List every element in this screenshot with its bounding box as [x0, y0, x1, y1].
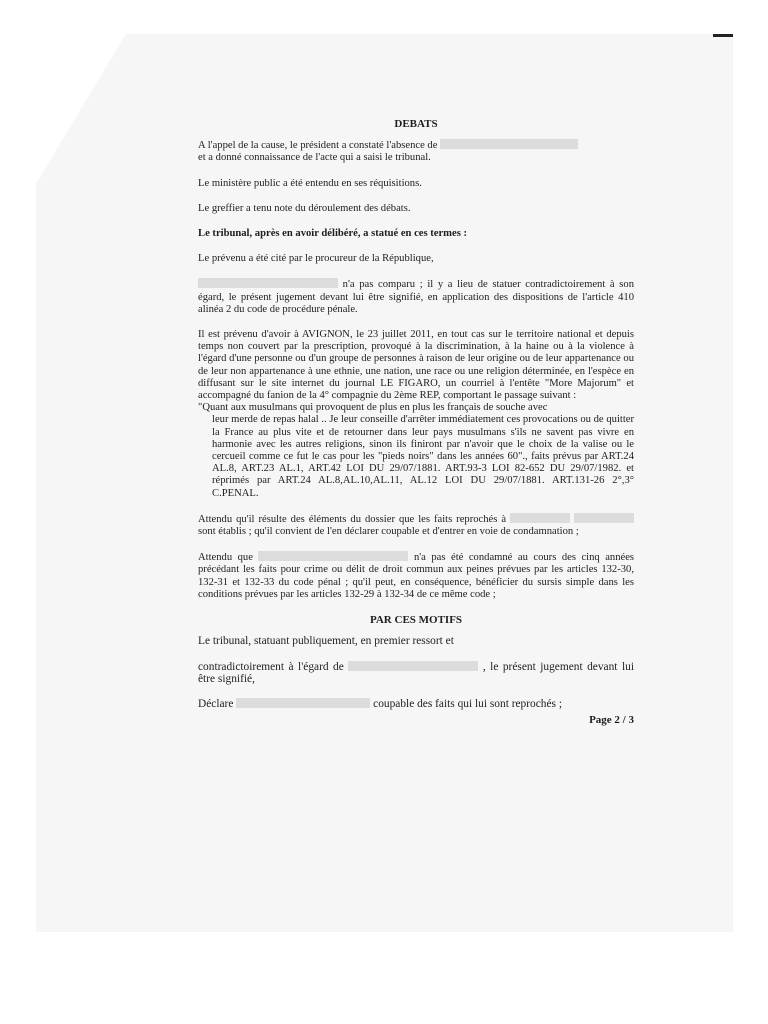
- text: "Quant aux musulmans qui provoquent de plus en plus les français de souche avec: [198, 402, 548, 414]
- paragraph-attendu-condamne: [198, 551, 634, 601]
- paragraph-declare: [198, 698, 634, 710]
- quoted-passage: [198, 402, 634, 500]
- text: contradictoirement à l'égard de: [198, 660, 344, 673]
- text: leur merde de repas halal .. Je leur conseille d'arrêter immédiatement ces provocations ou de quitter la France au plus vite et de retourner dans leur pays musulmans s'ils ne savent pas vivre en harmonie avec les autres religions, sinon ils finiront par n'avoir que le choix de la valise ou le cercueil comme ce fut le cas pour les "pieds noirs" dans les années 60"., faits prévus par ART.24 AL.8, ART.23 AL.1, ART.42 LOI DU 29/07/1881. ART.93-3 LOI 82-652 DU 29/07/1982. et réprimés par ART.24 AL.8,AL.10,AL.11, AL.12 LOI DU 29/07/1881. ART.131-26 2°,3° C.PENAL.: [212, 414, 634, 499]
- paragraph-appel: [198, 139, 634, 164]
- redacted-name: [198, 278, 338, 288]
- redacted-name: [440, 139, 578, 149]
- text: Attendu que: [198, 552, 253, 564]
- redacted-name: [236, 698, 370, 708]
- paragraph-prevenu: Il est prévenu d'avoir à AVIGNON, le 23 juillet 2011, en tout cas sur le territoire national et depuis temps non couvert par la prescription, provoqué à la discrimination, à la haine ou à la violence à l'égard d'une personne ou d'un groupe de personnes à raison de leur origine ou de leur appartenance ou de leur non appartenance à une ethnie, une nation, une race ou une religion déterminée, en l'espèce en diffusant sur le site internet du journal LE FIGARO, un courriel à l'entête "More Majorum" et accompagné du fanion de la 4° compagnie du 2ème REP, comportant le passage suivant :: [198, 329, 634, 402]
- paragraph-attendu-faits: [198, 513, 634, 538]
- redacted-name: [510, 513, 570, 523]
- redacted-name: [258, 551, 408, 561]
- paragraph-greffier: Le greffier a tenu note du déroulement des débats.: [198, 202, 411, 214]
- section-heading-debats: DEBATS: [394, 118, 438, 130]
- paragraph-tribunal-delibere: Le tribunal, après en avoir délibéré, a statué en ces termes :: [198, 228, 468, 240]
- text: Attendu qu'il résulte des éléments du dossier que les faits reprochés à: [198, 513, 507, 525]
- text: Déclare: [198, 697, 234, 710]
- paragraph-statuant: Le tribunal, statuant publiquement, en premier ressort et: [198, 635, 454, 648]
- redacted-name: [348, 661, 478, 671]
- document-body: [198, 118, 634, 726]
- paragraph-ministere: Le ministère public a été entendu en ses réquisitions.: [198, 177, 422, 189]
- text: et a donné connaissance de l'acte qui a saisi le tribunal.: [198, 152, 431, 164]
- paragraph-contradictoirement: [198, 661, 634, 685]
- text: n'a pas été condamné au cours des cinq années précédant les faits pour crime ou délit de droit commun aux peines prévues par les articles 132-30, 132-31 et 132-33 du code pénal ; qu'il peut, en conséquence, bénéficier du sursis simple dans les conditions prévues par les articles 132-29 à 132-34 de ce même code ;: [198, 552, 635, 600]
- text: sont établis ; qu'il convient de l'en déclarer coupable et d'entrer en voie de condamnation ;: [198, 526, 579, 538]
- section-heading-motifs: PAR CES MOTIFS: [369, 614, 463, 627]
- text: coupable des faits qui lui sont reprochés ;: [373, 697, 562, 710]
- page-number: Page 2 / 3: [589, 714, 634, 727]
- text: A l'appel de la cause, le président a constaté l'absence de: [198, 140, 438, 152]
- redacted-name: [574, 513, 634, 523]
- text: n'a pas comparu ; il y a lieu de statuer contradictoirement à son égard, le présent jugement devant lui être signifié, en application des dispositions de l'article 410 alinéa 2 du code de procédure pénale.: [198, 279, 634, 315]
- text: , le présent jugement devant lui être signifié,: [198, 660, 634, 685]
- paragraph-comparu: [198, 278, 634, 316]
- folded-corner: [36, 34, 126, 184]
- scan-edge: [713, 34, 733, 37]
- paragraph-cite: Le prévenu a été cité par le procureur de la République,: [198, 253, 434, 265]
